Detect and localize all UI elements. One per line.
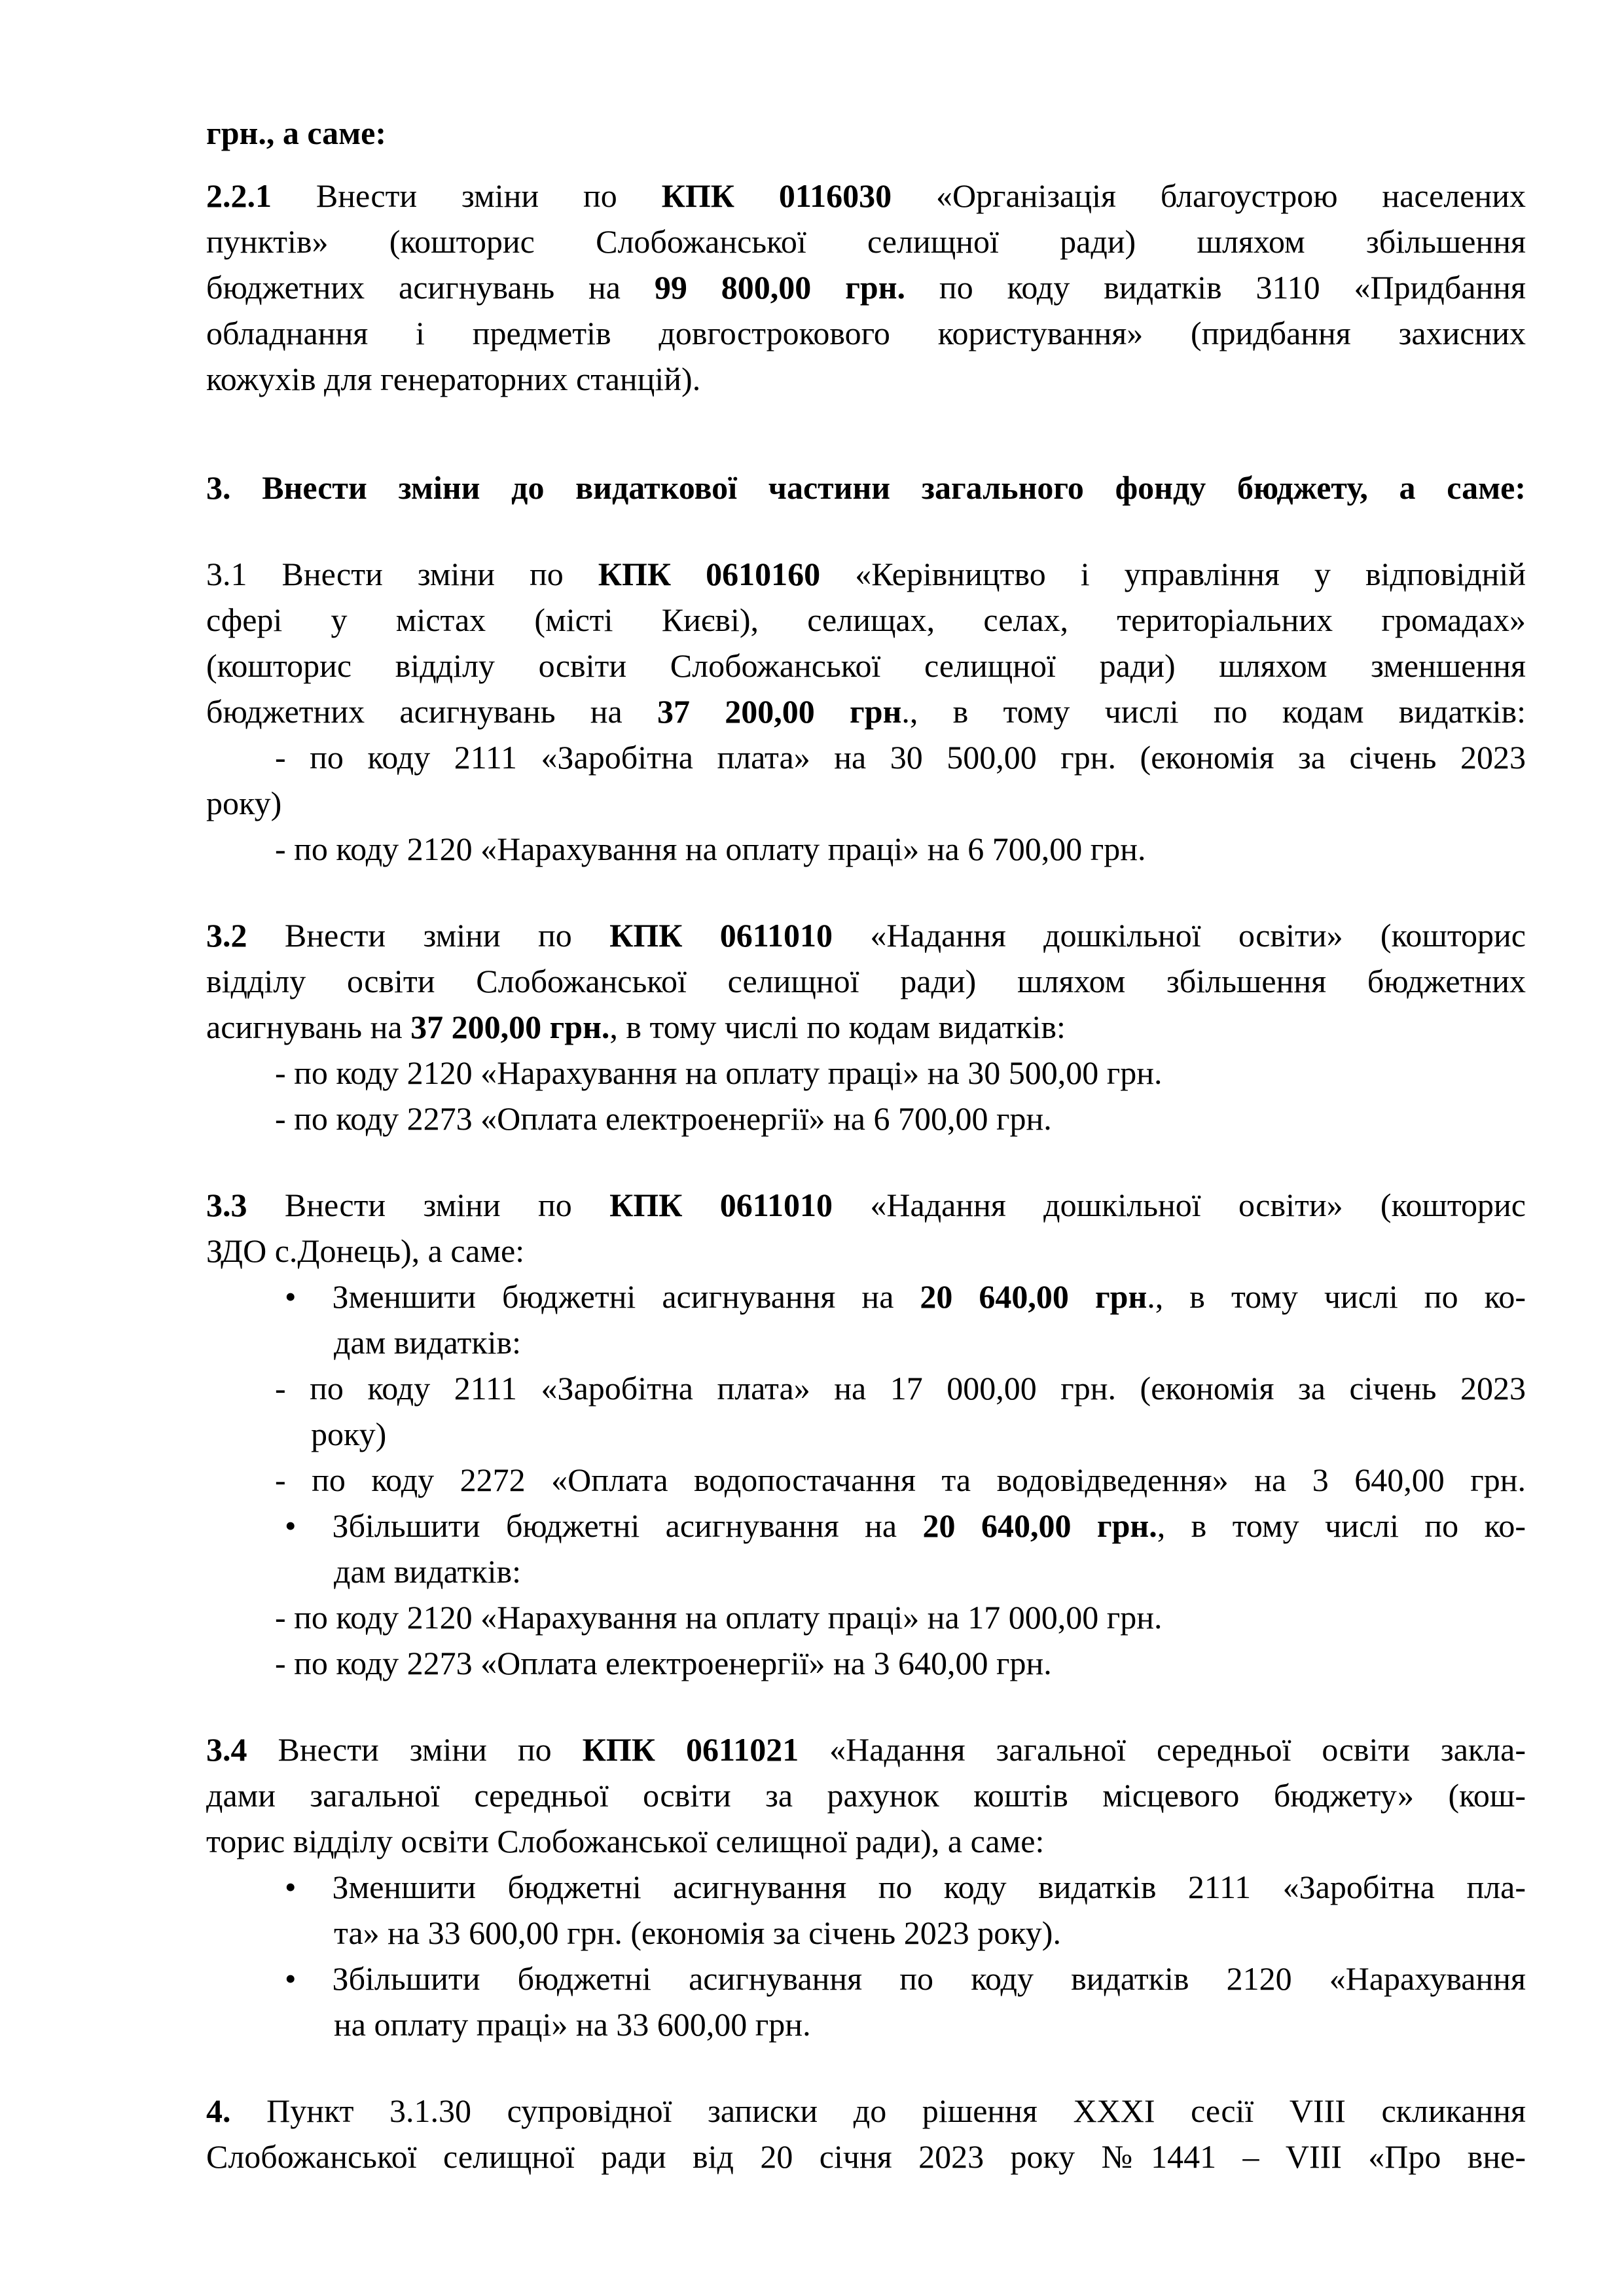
- text-segment: - по коду 2111 «Заробітна плата» на 30 500,00 грн. (економія за січень 2023: [275, 739, 1526, 776]
- clause-number: 2.2.1: [206, 177, 272, 214]
- bullet-item-line: [206, 1503, 1526, 1549]
- text-segment: Збільшити бюджетні асигнування по коду видатків 2120 «Нарахування: [332, 1960, 1526, 1997]
- text-segment: 3. Внести зміни до видаткової частини загального фонду бюджету, а саме:: [206, 469, 1526, 506]
- text-segment: пунктів» (кошторис Слобожанської селищної ради) шляхом збільшення: [206, 223, 1526, 260]
- amount: 20 640,00 грн.: [922, 1507, 1157, 1544]
- bullet-item-line: [206, 1956, 1526, 2001]
- text-segment: Зменшити бюджетні асигнування по коду видатків 2111 «Заробітна пла-: [332, 1869, 1526, 1905]
- dash-item-line: [206, 1640, 1526, 1686]
- text-segment: Зменшити бюджетні асигнування на: [332, 1278, 920, 1315]
- text-line: [206, 2134, 1526, 2179]
- text-line: [206, 1004, 1526, 1050]
- text-segment: «Надання дошкільної освіти» (кошторис: [833, 1187, 1526, 1223]
- text-line: [206, 356, 1526, 402]
- kpk-code: КПК 0610160: [598, 556, 821, 592]
- text-segment: на оплату праці» на 33 600,00 грн.: [334, 2006, 811, 2043]
- text-segment: - по коду 2273 «Оплата електроенергії» на 3 640,00 грн.: [275, 1645, 1052, 1681]
- text-segment: Внести зміни по: [272, 177, 662, 214]
- intro-line: [206, 110, 1526, 156]
- amount: 37 200,00 грн: [657, 693, 902, 730]
- text-segment: - по коду 2120 «Нарахування на оплату праці» на 30 500,00 грн.: [275, 1054, 1163, 1091]
- text-segment: Слобожанської селищної ради від 20 січня 2023 року №1441 – VIII «Про вне-: [206, 2138, 1526, 2175]
- text-segment: ., в тому числі по ко-: [1147, 1278, 1526, 1315]
- dash-item-line: [206, 1050, 1526, 1096]
- section-2-2-1: [206, 173, 1526, 402]
- text-line: [206, 551, 1526, 597]
- text-segment: Пункт 3.1.30 супровідної записки до рішення XXXI сесії VIII скликання: [230, 2092, 1526, 2129]
- text-segment: асигнувань на: [206, 1009, 411, 1045]
- amount: 99 800,00 грн.: [654, 269, 906, 306]
- text-line: [206, 1727, 1526, 1772]
- dash-item-line: [206, 1096, 1526, 1141]
- text-segment: , в тому числі по ко-: [1157, 1507, 1526, 1544]
- text-segment: торис відділу освіти Слобожанської селищної ради), а саме:: [206, 1823, 1045, 1859]
- text-segment: «Організація благоустрою населених: [892, 177, 1526, 214]
- text-line: [206, 912, 1526, 958]
- text-line: [206, 2001, 1526, 2047]
- section-3-1: [206, 551, 1526, 872]
- text-line: [206, 310, 1526, 356]
- text-segment: кожухів для генераторних станцій).: [206, 361, 701, 397]
- section-3-heading: [206, 465, 1526, 511]
- dash-item-line: [206, 1594, 1526, 1640]
- bullet-item-line: [206, 1274, 1526, 1319]
- text-segment: «Керівництво і управління у відповідній: [820, 556, 1526, 592]
- text-segment: бюджетних асигнувань на: [206, 269, 655, 306]
- text-line: [206, 173, 1526, 219]
- dash-item-line: [206, 826, 1526, 872]
- text-line: [206, 1182, 1526, 1228]
- section-3-4: [206, 1727, 1526, 2047]
- text-line: [206, 1549, 1526, 1594]
- kpk-code: КПК 0611010: [609, 1187, 833, 1223]
- text-segment: сфері у містах (місті Києві), селищах, селах, територіальних громадах»: [206, 601, 1526, 638]
- bullet-icon: •: [285, 1507, 297, 1544]
- text-segment: - по коду 2272 «Оплата водопостачання та водовідведення» на 3 640,00 грн.: [275, 1462, 1526, 1498]
- text-line: [206, 219, 1526, 264]
- text-segment: Внести зміни по: [247, 1731, 583, 1768]
- text-segment: Збільшити бюджетні асигнування на: [332, 1507, 923, 1544]
- section-3-2: [206, 912, 1526, 1141]
- text-line: [206, 1228, 1526, 1274]
- text-line: [206, 689, 1526, 734]
- clause-number: 3.3: [206, 1187, 247, 1223]
- text-line: [206, 1411, 1526, 1457]
- text-segment: , в тому числі по кодам видатків:: [609, 1009, 1066, 1045]
- text-segment: ., в тому числі по кодам видатків:: [901, 693, 1526, 730]
- kpk-code: КПК 0116030: [661, 177, 892, 214]
- text-segment: грн., а саме:: [206, 115, 387, 151]
- dash-item-line: [206, 1457, 1526, 1503]
- text-segment: року): [311, 1416, 387, 1452]
- text-segment: та» на 33 600,00 грн. (економія за січень 2023 року).: [334, 1914, 1061, 1951]
- text-segment: бюджетних асигнувань на: [206, 693, 658, 730]
- text-segment: обладнання і предметів довгострокового користування» (придбання захисних: [206, 315, 1526, 351]
- bullet-icon: •: [285, 1278, 297, 1315]
- dash-item-line: [206, 734, 1526, 780]
- section-4: [206, 2088, 1526, 2179]
- text-line: [206, 1772, 1526, 1818]
- section-3-3: [206, 1182, 1526, 1686]
- text-segment: - по коду 2120 «Нарахування на оплату праці» на 17 000,00 грн.: [275, 1599, 1163, 1636]
- clause-number: 3.2: [206, 917, 247, 954]
- text-segment: - по коду 2273 «Оплата електроенергії» на 6 700,00 грн.: [275, 1100, 1052, 1137]
- text-line: [206, 780, 1526, 826]
- text-line: [206, 1319, 1526, 1365]
- text-line: [206, 264, 1526, 310]
- text-segment: «Надання загальної середньої освіти закла-: [799, 1731, 1526, 1768]
- text-segment: ЗДО с.Донець), а саме:: [206, 1232, 525, 1269]
- text-segment: (кошторис відділу освіти Слобожанської селищної ради) шляхом зменшення: [206, 647, 1526, 684]
- text-segment: Внести зміни по: [247, 917, 610, 954]
- dash-item-line: [206, 1365, 1526, 1411]
- text-line: [206, 1818, 1526, 1864]
- bullet-item-line: [206, 1864, 1526, 1910]
- text-segment: Внести зміни по: [247, 1187, 610, 1223]
- text-segment: «Надання дошкільної освіти» (кошторис: [833, 917, 1526, 954]
- clause-number: 4.: [206, 2092, 231, 2129]
- text-line: [206, 2088, 1526, 2134]
- kpk-code: КПК 0611010: [609, 917, 833, 954]
- text-line: [206, 958, 1526, 1004]
- text-segment: дам видатків:: [334, 1324, 522, 1361]
- bullet-icon: •: [285, 1960, 297, 1997]
- text-line: [206, 597, 1526, 643]
- text-segment: 3.1 Внести зміни по: [206, 556, 598, 592]
- text-segment: - по коду 2120 «Нарахування на оплату праці» на 6 700,00 грн.: [275, 831, 1146, 867]
- text-segment: - по коду 2111 «Заробітна плата» на 17 000,00 грн. (економія за січень 2023: [275, 1370, 1526, 1407]
- text-segment: року): [206, 785, 282, 821]
- text-line: [206, 643, 1526, 689]
- text-segment: дам видатків:: [334, 1553, 522, 1590]
- clause-number: 3.4: [206, 1731, 247, 1768]
- text-segment: по коду видатків 3110 «Придбання: [905, 269, 1526, 306]
- bullet-icon: •: [285, 1869, 297, 1905]
- amount: 37 200,00 грн.: [410, 1009, 610, 1045]
- text-line: [206, 1910, 1526, 1956]
- amount: 20 640,00 грн: [920, 1278, 1147, 1315]
- text-segment: відділу освіти Слобожанської селищної ради) шляхом збільшення бюджетних: [206, 963, 1526, 999]
- text-segment: дами загальної середньої освіти за рахунок коштів місцевого бюджету» (кош-: [206, 1777, 1526, 1814]
- kpk-code: КПК 0611021: [582, 1731, 799, 1768]
